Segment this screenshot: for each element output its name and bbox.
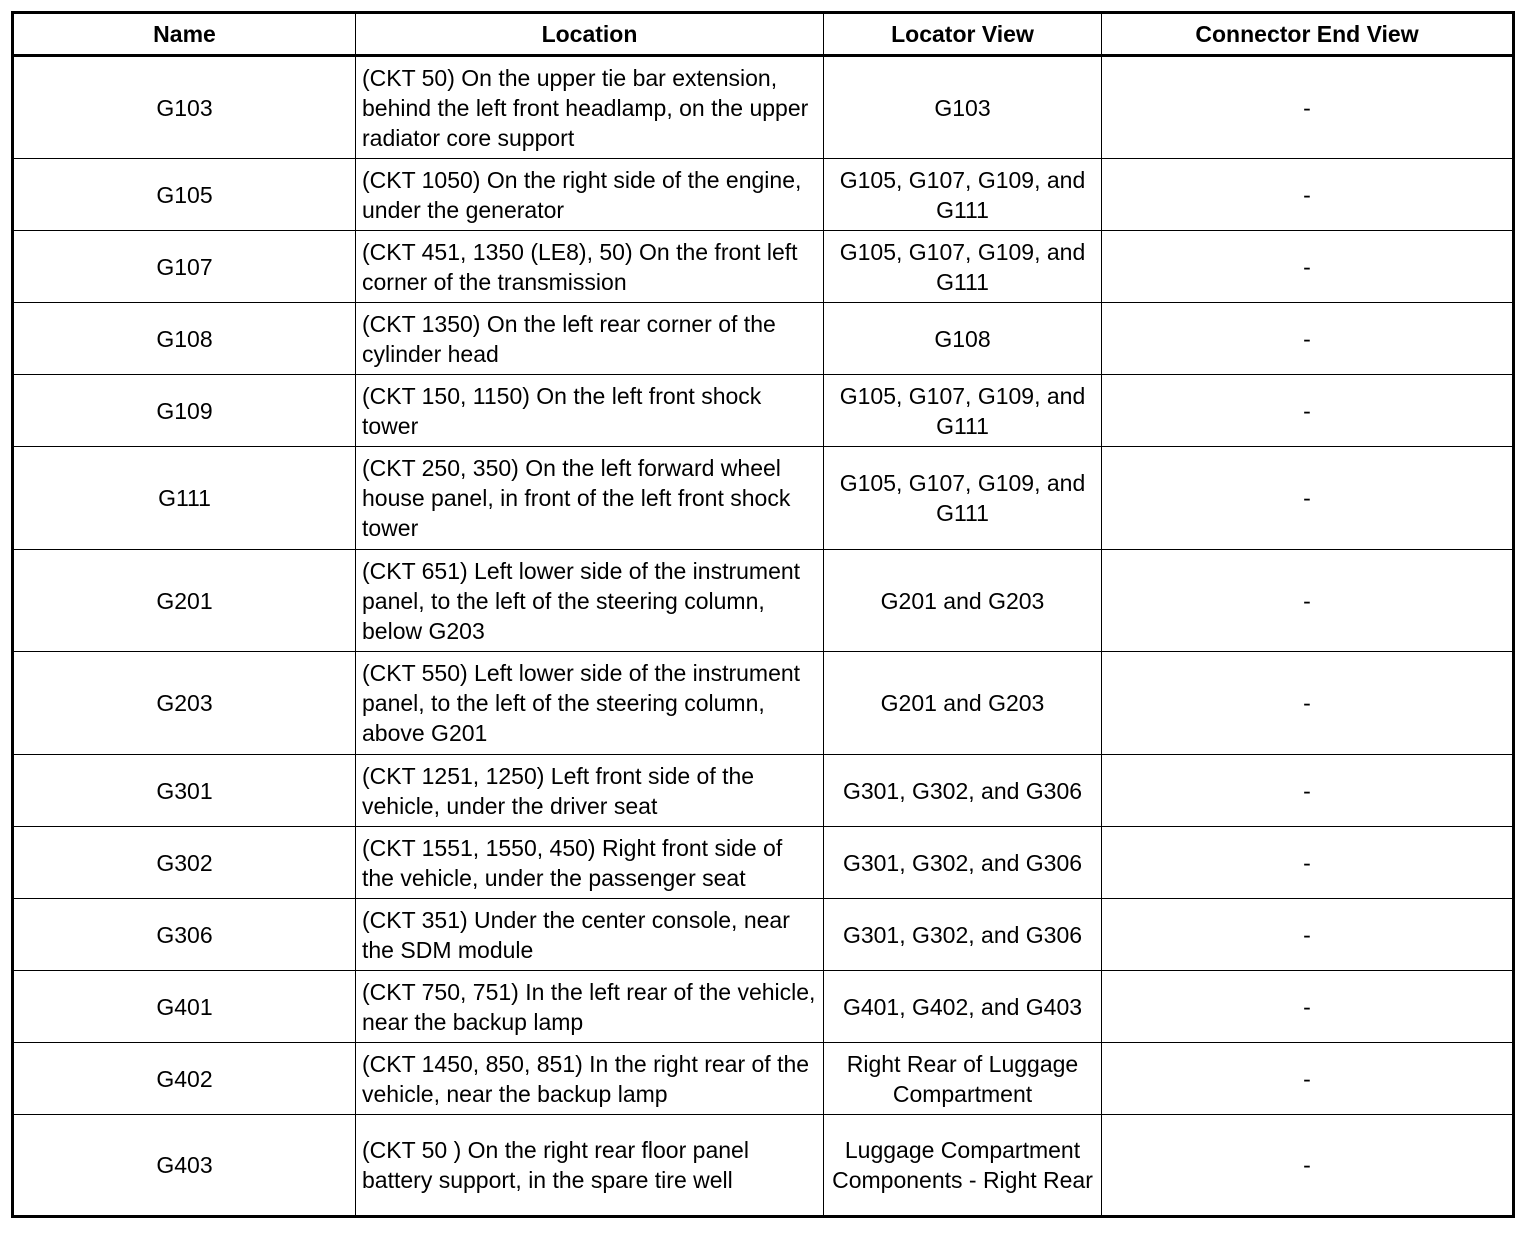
cell-locator-view: G105, G107, G109, and G111 <box>824 159 1102 231</box>
table-row <box>13 56 1514 159</box>
cell-locator-view: G105, G107, G109, and G111 <box>824 447 1102 550</box>
cell-connector-end-view: - <box>1102 447 1514 550</box>
cell-locator-view: G108 <box>824 303 1102 375</box>
header-name: Name <box>13 13 356 56</box>
table-row <box>13 652 1514 755</box>
cell-locator-view: G105, G107, G109, and G111 <box>824 375 1102 447</box>
cell-location: (CKT 451, 1350 (LE8), 50) On the front left corner of the transmission <box>356 231 824 303</box>
header-connector-end-view: Connector End View <box>1102 13 1514 56</box>
cell-locator-view: G301, G302, and G306 <box>824 755 1102 827</box>
table-row <box>13 1043 1514 1115</box>
cell-connector-end-view: - <box>1102 375 1514 447</box>
table-row <box>13 1115 1514 1217</box>
cell-locator-view: G103 <box>824 56 1102 159</box>
cell-name: G108 <box>13 303 356 375</box>
table-row <box>13 303 1514 375</box>
table-row <box>13 231 1514 303</box>
cell-locator-view: G301, G302, and G306 <box>824 827 1102 899</box>
table-row <box>13 899 1514 971</box>
cell-name: G301 <box>13 755 356 827</box>
cell-location: (CKT 550) Left lower side of the instrument panel, to the left of the steering column, above G201 <box>356 652 824 755</box>
cell-location: (CKT 1551, 1550, 450) Right front side of the vehicle, under the passenger seat <box>356 827 824 899</box>
cell-connector-end-view: - <box>1102 1115 1514 1217</box>
cell-connector-end-view: - <box>1102 56 1514 159</box>
cell-location: (CKT 1350) On the left rear corner of the cylinder head <box>356 303 824 375</box>
cell-name: G109 <box>13 375 356 447</box>
cell-name: G105 <box>13 159 356 231</box>
table-row <box>13 827 1514 899</box>
cell-location: (CKT 1251, 1250) Left front side of the vehicle, under the driver seat <box>356 755 824 827</box>
cell-name: G302 <box>13 827 356 899</box>
table-row <box>13 971 1514 1043</box>
cell-name: G401 <box>13 971 356 1043</box>
cell-connector-end-view: - <box>1102 755 1514 827</box>
cell-locator-view: Luggage Compartment Components - Right Rear <box>824 1115 1102 1217</box>
cell-connector-end-view: - <box>1102 1043 1514 1115</box>
cell-connector-end-view: - <box>1102 652 1514 755</box>
table-row <box>13 550 1514 652</box>
cell-connector-end-view: - <box>1102 231 1514 303</box>
cell-location: (CKT 50) On the upper tie bar extension, behind the left front headlamp, on the upper radiator core support <box>356 56 824 159</box>
cell-locator-view: G201 and G203 <box>824 652 1102 755</box>
cell-name: G306 <box>13 899 356 971</box>
cell-location: (CKT 651) Left lower side of the instrument panel, to the left of the steering column, below G203 <box>356 550 824 652</box>
cell-connector-end-view: - <box>1102 550 1514 652</box>
cell-name: G107 <box>13 231 356 303</box>
cell-connector-end-view: - <box>1102 159 1514 231</box>
cell-location: (CKT 250, 350) On the left forward wheel house panel, in front of the left front shock tower <box>356 447 824 550</box>
cell-location: (CKT 351) Under the center console, near the SDM module <box>356 899 824 971</box>
cell-locator-view: G201 and G203 <box>824 550 1102 652</box>
cell-name: G403 <box>13 1115 356 1217</box>
cell-location: (CKT 1450, 850, 851) In the right rear of the vehicle, near the backup lamp <box>356 1043 824 1115</box>
cell-name: G402 <box>13 1043 356 1115</box>
header-locator-view: Locator View <box>824 13 1102 56</box>
table-header <box>13 13 1514 56</box>
cell-locator-view: Right Rear of Luggage Compartment <box>824 1043 1102 1115</box>
cell-name: G111 <box>13 447 356 550</box>
cell-name: G203 <box>13 652 356 755</box>
cell-connector-end-view: - <box>1102 827 1514 899</box>
cell-locator-view: G401, G402, and G403 <box>824 971 1102 1043</box>
cell-name: G103 <box>13 56 356 159</box>
table-body <box>13 56 1514 1217</box>
cell-location: (CKT 50 ) On the right rear floor panel battery support, in the spare tire well <box>356 1115 824 1217</box>
cell-location: (CKT 1050) On the right side of the engine, under the generator <box>356 159 824 231</box>
table-row <box>13 375 1514 447</box>
header-location: Location <box>356 13 824 56</box>
cell-location: (CKT 150, 1150) On the left front shock tower <box>356 375 824 447</box>
cell-connector-end-view: - <box>1102 899 1514 971</box>
cell-connector-end-view: - <box>1102 303 1514 375</box>
header-row <box>13 13 1514 56</box>
ground-locations-table <box>11 11 1515 1218</box>
table-row <box>13 755 1514 827</box>
cell-location: (CKT 750, 751) In the left rear of the vehicle, near the backup lamp <box>356 971 824 1043</box>
cell-locator-view: G105, G107, G109, and G111 <box>824 231 1102 303</box>
table-row <box>13 447 1514 550</box>
cell-connector-end-view: - <box>1102 971 1514 1043</box>
table-row <box>13 159 1514 231</box>
cell-locator-view: G301, G302, and G306 <box>824 899 1102 971</box>
cell-name: G201 <box>13 550 356 652</box>
